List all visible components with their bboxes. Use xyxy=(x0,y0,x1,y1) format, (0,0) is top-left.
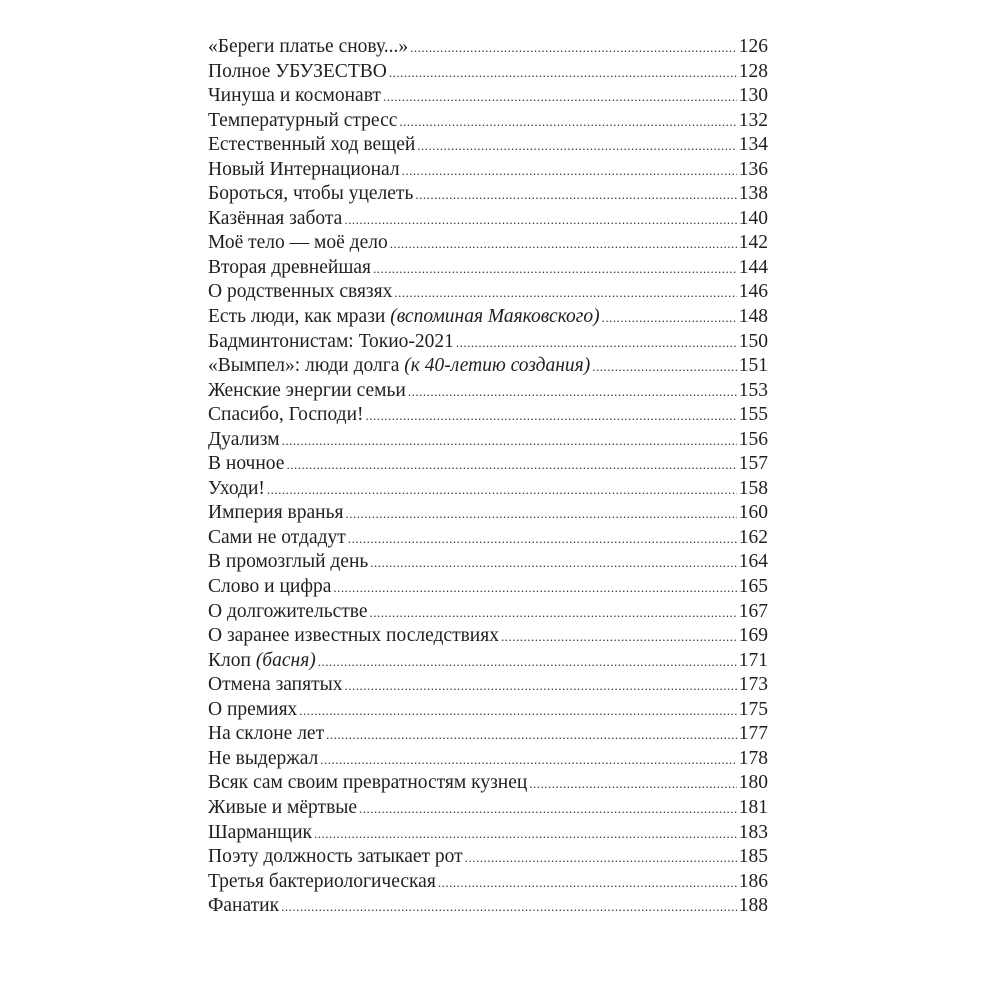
toc-entry-title xyxy=(208,796,357,821)
toc-entry-title-text: Новый Интернационал xyxy=(208,158,400,180)
toc-entry xyxy=(208,256,768,281)
dot-leader xyxy=(402,159,737,184)
toc-entry-page-number: 177 xyxy=(738,723,768,745)
toc-entry-title xyxy=(208,84,381,109)
toc-entry-page-number: 156 xyxy=(738,428,768,450)
dot-leader xyxy=(333,576,736,601)
dot-leader xyxy=(345,502,736,527)
toc-entry-title-text: Отмена запятых xyxy=(208,674,343,696)
dot-leader xyxy=(383,85,737,110)
toc-entry-title-text: Бороться, чтобы уцелеть xyxy=(208,183,414,205)
toc-entry-page-number: 142 xyxy=(738,232,768,254)
toc-entry-page-number: 162 xyxy=(738,526,768,548)
dot-leader xyxy=(415,183,736,208)
toc-entry xyxy=(208,821,768,846)
dot-leader xyxy=(529,772,736,797)
toc-entry-title-text: Естественный ход вещей xyxy=(208,134,416,156)
dot-leader xyxy=(326,723,737,748)
toc-entry-title-text: «Береги платье снову...» xyxy=(208,36,409,57)
toc-entry-page-number: 150 xyxy=(738,330,768,352)
toc-entry-page-number: 185 xyxy=(738,846,768,868)
dot-leader xyxy=(318,650,737,675)
toc-entry-title-text: Сами не отдадут xyxy=(208,526,346,548)
toc-entry-title-text: Женские энергии семьи xyxy=(208,379,406,401)
dot-leader xyxy=(348,527,737,552)
dot-leader xyxy=(456,331,737,356)
toc-entry-title xyxy=(208,624,499,649)
toc-entry-page-number: 171 xyxy=(738,649,768,671)
toc-entry-page-number: 158 xyxy=(738,477,768,499)
toc-entry-title-text: В промозглый день xyxy=(208,551,369,573)
dot-leader xyxy=(267,478,737,503)
toc-entry-title xyxy=(208,771,527,796)
toc-entry-title-text: Спасибо, Господи! xyxy=(208,404,364,426)
dot-leader xyxy=(370,551,736,576)
toc-entry-page-number: 134 xyxy=(738,134,768,156)
dot-leader xyxy=(390,232,737,257)
toc-entry xyxy=(208,870,768,895)
toc-entry-title xyxy=(208,894,279,919)
dot-leader xyxy=(501,625,737,650)
toc-entry-title xyxy=(208,673,342,698)
toc-entry-title-text: Полное УБУЗЕСТВО xyxy=(208,60,387,82)
toc-entry-title xyxy=(208,231,388,256)
toc-entry xyxy=(208,330,768,355)
toc-entry xyxy=(208,84,768,109)
toc-entry xyxy=(208,526,768,551)
toc-entry-title-text: Бадминтонистам: Токио-2021 xyxy=(208,330,454,352)
dot-leader xyxy=(465,846,737,871)
dot-leader xyxy=(344,208,736,233)
toc-entry-title-text: Фанатик xyxy=(208,895,280,917)
toc-entry-title xyxy=(208,354,590,379)
toc-entry-page-number: 178 xyxy=(738,747,768,769)
toc-entry-title xyxy=(208,256,371,281)
toc-entry-title xyxy=(208,60,387,85)
toc-entry-page-number: 160 xyxy=(738,502,768,524)
toc-entry xyxy=(208,550,768,575)
toc-entry-title xyxy=(208,526,346,551)
toc-entry-page-number: 165 xyxy=(738,576,768,598)
dot-leader xyxy=(592,355,737,380)
toc-entry-title xyxy=(208,452,284,477)
toc-entry-title-text: Третья бактериологическая xyxy=(208,870,436,892)
toc-entry-title xyxy=(208,403,364,428)
toc-entry-title xyxy=(208,330,454,355)
toc-entry-note: (вспоминая Маяковского) xyxy=(390,306,600,328)
toc-entry-title xyxy=(208,305,600,330)
dot-leader xyxy=(438,871,737,896)
toc-entry-page-number: 181 xyxy=(738,796,768,818)
dot-leader xyxy=(314,822,737,847)
toc-entry xyxy=(208,182,768,207)
toc-entry xyxy=(208,649,768,674)
toc-entry-page-number: 132 xyxy=(738,109,768,131)
toc-entry-page-number: 186 xyxy=(738,870,768,892)
toc-entry-title xyxy=(208,698,297,723)
toc-entry-title xyxy=(208,182,413,207)
toc-entry-title-text: Всяк сам своим превратностям кузнец xyxy=(208,772,528,794)
dot-leader xyxy=(282,429,737,454)
toc-entry-page-number: 188 xyxy=(738,895,768,917)
toc-entry-title xyxy=(208,550,368,575)
toc-entry-page-number: 175 xyxy=(738,698,768,720)
toc-entry-note: (к 40-летию создания) xyxy=(404,355,591,377)
toc-entry xyxy=(208,747,768,772)
toc-entry-title xyxy=(208,428,280,453)
dot-leader xyxy=(286,453,736,478)
toc-entry xyxy=(208,698,768,723)
toc-entry-title xyxy=(208,35,408,60)
toc-entry xyxy=(208,133,768,158)
toc-entry xyxy=(208,60,768,85)
toc-entry xyxy=(208,722,768,747)
toc-entry-title xyxy=(208,575,331,600)
toc-entry xyxy=(208,379,768,404)
toc-entry-page-number: 148 xyxy=(738,306,768,328)
toc-entry-title xyxy=(208,722,324,747)
dot-leader xyxy=(359,797,737,822)
toc-entry-title xyxy=(208,379,406,404)
toc-entry-title xyxy=(208,870,436,895)
toc-entry xyxy=(208,428,768,453)
toc-entry-title-text: Живые и мёртвые xyxy=(208,796,358,818)
toc-entry-title-text: «Вымпел»: люди долга xyxy=(208,355,405,377)
dot-leader xyxy=(370,601,737,626)
dot-leader xyxy=(417,134,736,159)
toc-entry xyxy=(208,477,768,502)
toc-entry-page-number: 169 xyxy=(738,625,768,647)
toc-entry-title-text: В ночное xyxy=(208,453,285,475)
toc-entry-page-number: 173 xyxy=(738,674,768,696)
toc-entry xyxy=(208,305,768,330)
dot-leader xyxy=(320,748,736,773)
toc-entry-page-number: 183 xyxy=(738,821,768,843)
toc-entry-title-text: На склоне лет xyxy=(208,723,325,745)
toc-entry-page-number: 128 xyxy=(738,60,768,82)
toc-entry-page-number: 126 xyxy=(738,36,768,57)
dot-leader xyxy=(389,61,737,86)
toc-entry-title-text: Слово и цифра xyxy=(208,576,332,598)
toc-entry-title xyxy=(208,747,318,772)
toc-entry-title xyxy=(208,280,392,305)
toc-entry-page-number: 155 xyxy=(738,404,768,426)
toc-entry-title-text: Дуализм xyxy=(208,428,280,450)
toc-entry xyxy=(208,231,768,256)
toc-entry xyxy=(208,452,768,477)
toc-entry-page-number: 130 xyxy=(738,85,768,107)
toc-entry-title-text: О долгожительстве xyxy=(208,600,368,622)
toc-entry-title-text: О родственных связях xyxy=(208,281,393,303)
dot-leader xyxy=(344,674,736,699)
toc-entry-title xyxy=(208,649,316,674)
toc-entry-page-number: 144 xyxy=(738,256,768,278)
toc-entry-title-text: Температурный стресс xyxy=(208,109,398,131)
toc-entry-page-number: 138 xyxy=(738,183,768,205)
dot-leader xyxy=(373,257,737,282)
toc-entry xyxy=(208,280,768,305)
toc-entry-page-number: 146 xyxy=(738,281,768,303)
toc-entry-page-number: 140 xyxy=(738,207,768,229)
toc-entry-title-text: Шарманщик xyxy=(208,821,313,843)
dot-leader xyxy=(281,895,737,920)
toc-entry-title-text: Не выдержал xyxy=(208,747,319,769)
toc-entry-title-text: Поэту должность затыкает рот xyxy=(208,846,463,868)
toc-entry-title-text: Казённая забота xyxy=(208,207,343,229)
toc-entry xyxy=(208,35,768,60)
toc-entry-title xyxy=(208,821,312,846)
toc-entry-title-text: Есть люди, как мрази xyxy=(208,306,391,328)
toc-entry xyxy=(208,673,768,698)
toc-entry-page-number: 180 xyxy=(738,772,768,794)
toc-entry-title xyxy=(208,158,400,183)
toc-entry-page-number: 153 xyxy=(738,379,768,401)
toc-entry-title-text: Империя вранья xyxy=(208,502,344,524)
dot-leader xyxy=(394,281,736,306)
toc-entry-page-number: 157 xyxy=(738,453,768,475)
toc-entry-note: (басня) xyxy=(255,649,316,671)
dot-leader xyxy=(366,404,737,429)
dot-leader xyxy=(602,306,737,331)
toc-entry xyxy=(208,771,768,796)
toc-entry-title xyxy=(208,207,342,232)
toc-entry-title-text: Вторая древнейшая xyxy=(208,256,371,278)
toc-entry-title xyxy=(208,845,463,870)
toc-entry-title xyxy=(208,600,368,625)
toc-entry-page-number: 151 xyxy=(738,355,768,377)
toc-entry-title-text: Клоп xyxy=(208,649,256,671)
dot-leader xyxy=(408,380,737,405)
toc-entry-page-number: 167 xyxy=(738,600,768,622)
toc-entry xyxy=(208,575,768,600)
toc-entry xyxy=(208,158,768,183)
toc-entry xyxy=(208,354,768,379)
toc-entry xyxy=(208,600,768,625)
toc-entry-title xyxy=(208,477,265,502)
toc-entry xyxy=(208,845,768,870)
dot-leader xyxy=(399,110,736,135)
toc-entry-title-text: Уходи! xyxy=(208,477,265,499)
toc-entry-page-number: 164 xyxy=(738,551,768,573)
toc-entry xyxy=(208,501,768,526)
toc-entry xyxy=(208,207,768,232)
toc-entry xyxy=(208,624,768,649)
toc-entry-title-text: Чинуша и космонавт xyxy=(208,85,381,107)
toc-entry xyxy=(208,796,768,821)
toc-entry-page-number: 136 xyxy=(738,158,768,180)
toc-entry xyxy=(208,403,768,428)
toc-entry-title xyxy=(208,133,415,158)
toc-entry-title xyxy=(208,501,343,526)
toc-entry xyxy=(208,894,768,919)
toc-entry-title xyxy=(208,109,397,134)
toc-entry xyxy=(208,109,768,134)
toc-entry-title-text: О премиях xyxy=(208,698,298,720)
dot-leader xyxy=(410,36,737,61)
table-of-contents xyxy=(208,35,768,919)
dot-leader xyxy=(299,699,736,724)
toc-entry-title-text: Моё тело — моё дело xyxy=(208,232,388,254)
toc-entry-title-text: О заранее известных последствиях xyxy=(208,625,499,647)
